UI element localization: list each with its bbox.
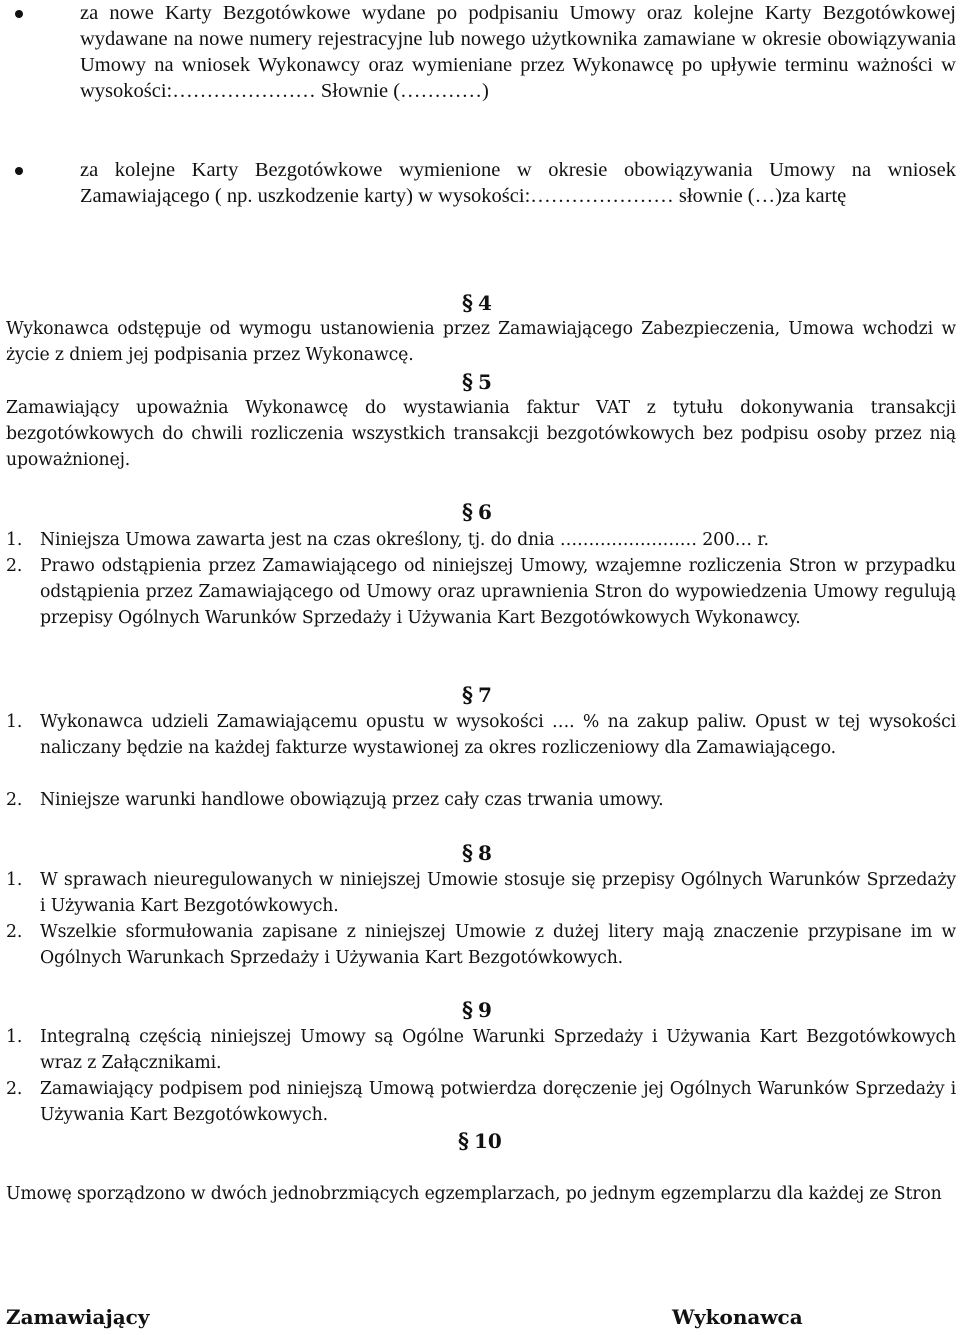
bullet-item [80,157,956,209]
list-number: 2. [6,922,23,942]
list-number: 1. [6,712,23,732]
section-symbol: § [462,499,473,524]
section-number: 5 [477,370,492,394]
section-symbol: § [462,682,473,707]
list-text: Niniejsza Umowa zawarta jest na czas określony, tj. do dnia …………………… 200… r. [40,530,769,550]
section-4-text: Wykonawca odstępuje od wymogu ustanowienia przez Zamawiającego Zabezpieczenia, Umowa wchodzi w życie z dniem jej podpisania przez Wykonawcę. [6,319,956,365]
list-text: Wszelkie sformułowania zapisane z niniejszej Umowie z dużej litery mają znaczenie przypisane im w Ogólnych Warunkach Sprzedaży i Używania Kart Bezgotówkowych. [40,922,956,968]
signature-left-label: Zamawiający [6,1305,150,1329]
bullet-text: za nowe Karty Bezgotówkowe wydane po podpisaniu Umowy oraz kolejne Karty Bezgotówkowej wydawane na nowe numery rejestracyjne lub nowego użytkownika zamawiane w okresie obowiązywania Umowy na wniosek Wykonawcy oraz wymieniane przez Wykonawcę po upływie terminu ważności w wysokości:………………… Słownie (…………) [80,2,956,102]
list-number: 1. [6,870,23,890]
list-text: Integralną częścią niniejszej Umowy są Ogólne Warunki Sprzedaży i Używania Kart Bezgotówkowych wraz z Załącznikami. [40,1027,956,1073]
list-text: W sprawach nieuregulowanych w niniejszej Umowie stosuje się przepisy Ogólnych Warunków Sprzedaży i Używania Kart Bezgotówkowych. [40,870,956,916]
list-item [6,553,956,631]
section-symbol: § [458,1128,469,1153]
bullet-icon [15,167,23,175]
list-item [6,527,956,553]
list-text: Wykonawca udzieli Zamawiającemu opustu w wysokości …. % na zakup paliw. Opust w tej wysokości naliczany będzie na każdej fakturze wystawionej za okres rozliczeniowy dla Zamawiającego. [40,712,956,758]
section-heading-5 [462,369,582,395]
section-number: 8 [477,841,492,865]
list-text: Niniejsze warunki handlowe obowiązują przez cały czas trwania umowy. [40,790,664,810]
section-number: 10 [473,1129,502,1153]
section-10-text: Umowę sporządzono w dwóch jednobrzmiących egzemplarzach, po jednym egzemplarzu dla każdej ze Stron [6,1184,942,1204]
section-heading-9 [462,997,582,1023]
list-number: 2. [6,790,23,810]
list-item [6,709,956,761]
list-item [6,867,956,919]
signature-right-label: Wykonawca [672,1305,803,1329]
list-text: Zamawiający podpisem pod niniejszą Umową potwierdza doręczenie jej Ogólnych Warunków Sprzedaży i Używania Kart Bezgotówkowych. [40,1079,956,1125]
list-item [6,1024,956,1076]
list-item [6,787,956,813]
section-5-text: Zamawiający upoważnia Wykonawcę do wystawiania faktur VAT z tytułu dokonywania transakcji bezgotówkowych do chwili rozliczenia wszystkich transakcji bezgotówkowych bez podpisu osoby przez nią upoważnionej. [6,398,956,470]
section-heading-8 [462,840,582,866]
list-number: 1. [6,530,23,550]
section-symbol: § [462,840,473,865]
section-symbol: § [462,997,473,1022]
section-number: 7 [477,683,492,707]
bullet-item [80,0,956,104]
section-number: 9 [477,998,492,1022]
section-symbol: § [462,290,473,315]
section-number: 6 [477,500,492,524]
list-text: Prawo odstąpienia przez Zamawiającego od niniejszej Umowy, wzajemne rozliczenia Stron w przypadku odstąpienia przez Zamawiającego od Umowy oraz uprawnienia Stron do wypowiedzenia Umowy regulują przepisy Ogólnych Warunków Sprzedaży i Używania Kart Bezgotówkowych Wykonawcy. [40,556,956,628]
bullet-icon [15,10,23,18]
section-heading-4 [462,290,582,316]
list-number: 2. [6,1079,23,1099]
list-item [6,1076,956,1128]
list-number: 1. [6,1027,23,1047]
section-heading-6 [462,499,582,525]
section-heading-7 [462,682,582,708]
bullet-text: za kolejne Karty Bezgotówkowe wymienione w okresie obowiązywania Umowy na wniosek Zamawiającego ( np. uszkodzenie karty) w wysokości:………………… słownie (…)za kartę [80,159,956,207]
section-heading-10 [458,1128,578,1154]
section-number: 4 [477,291,492,315]
section-symbol: § [462,369,473,394]
list-number: 2. [6,556,23,576]
list-item [6,919,956,971]
